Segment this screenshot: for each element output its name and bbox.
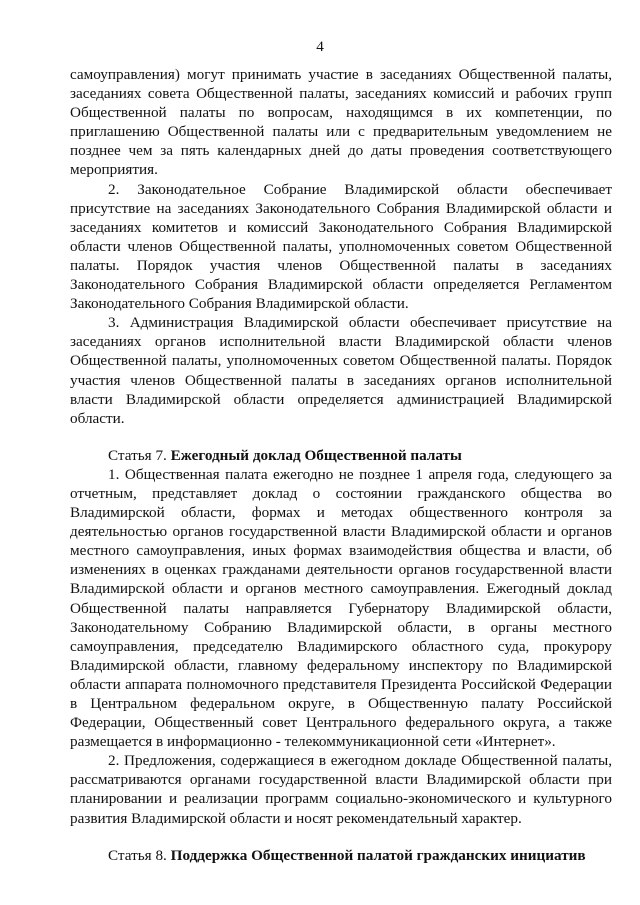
article-7-label: Статья 7. xyxy=(108,446,167,464)
article-8-title: Поддержка Общественной палатой гражданских инициатив xyxy=(170,846,586,864)
page-number: 4 xyxy=(316,38,324,55)
article-8-heading xyxy=(70,846,612,865)
paragraph-report-proposals: 2. Предложения, содержащиеся в ежегодном докладе Общественной палаты, рассматриваются органами государственной власти Владимирской области при планировании и реализации программ социально-экономического и культурного развития Владимирской области и носят рекомендательный характер. xyxy=(70,752,612,827)
article-7-heading xyxy=(70,446,612,465)
article-7-title: Ежегодный доклад Общественной палаты xyxy=(170,446,462,464)
paragraph-annual-report: 1. Общественная палата ежегодно не позднее 1 апреля года, следующего за отчетным, представляет доклад о состоянии гражданского общества во Владимирской области, формах и методах общественного контроля за деятельностью органов государственной власти Владимирской области и органов местного самоуправления, иных формах взаимодействия общества и власти, об изменениях в оценках гражданами деятельности органов государственной власти Владимирской области и органов местного самоуправления. Ежегодный доклад Общественной палаты направляется Губернатору Владимирской области, Законодательному Собранию Владимирской области, в органы местного самоуправления, председателю Владимирского областного суда, прокурору Владимирской области, главному федеральному инспектору по Владимирской области аппарата полномочного представителя Президента Российской Федерации в Центральном федеральном округе, в Общественную палату Российской Федерации, Общественный совет Центрального федерального округа, а также размещается в информационно - телекоммуникационной сети «Интернет». xyxy=(70,465,612,751)
paragraph-administration: 3. Администрация Владимирской области обеспечивает присутствие на заседаниях органов исполнительной власти Владимирской области членов Общественной палаты, уполномоченных советом Общественной палаты. Порядок участия членов Общественной палаты в заседаниях органов исполнительной власти Владимирской области определяется администрацией Владимирской области. xyxy=(70,314,612,427)
paragraph-continuation: самоуправления) могут принимать участие в заседаниях Общественной палаты, заседаниях совета Общественной палаты, заседаниях комиссий и рабочих групп Общественной палаты по вопросам, находящимся в их компетенции, по приглашению Общественной палаты или с предварительным уведомлением не позднее чем за пять календарных дней до даты проведения соответствующего мероприятия. xyxy=(70,66,612,179)
document-body xyxy=(70,65,612,865)
paragraph-legislative-assembly: 2. Законодательное Собрание Владимирской области обеспечивает присутствие на заседаниях Законодательного Собрания Владимирской области и заседаниях комитетов и комиссий Законодательного Собрания Владимирской области членов Общественной палаты, уполномоченных советом Общественной палаты. Порядок участия членов Общественной палаты в заседаниях Законодательного Собрания Владимирской области определяется Регламентом Законодательного Собрания Владимирской области. xyxy=(70,180,612,313)
article-8-label: Статья 8. xyxy=(108,846,167,864)
